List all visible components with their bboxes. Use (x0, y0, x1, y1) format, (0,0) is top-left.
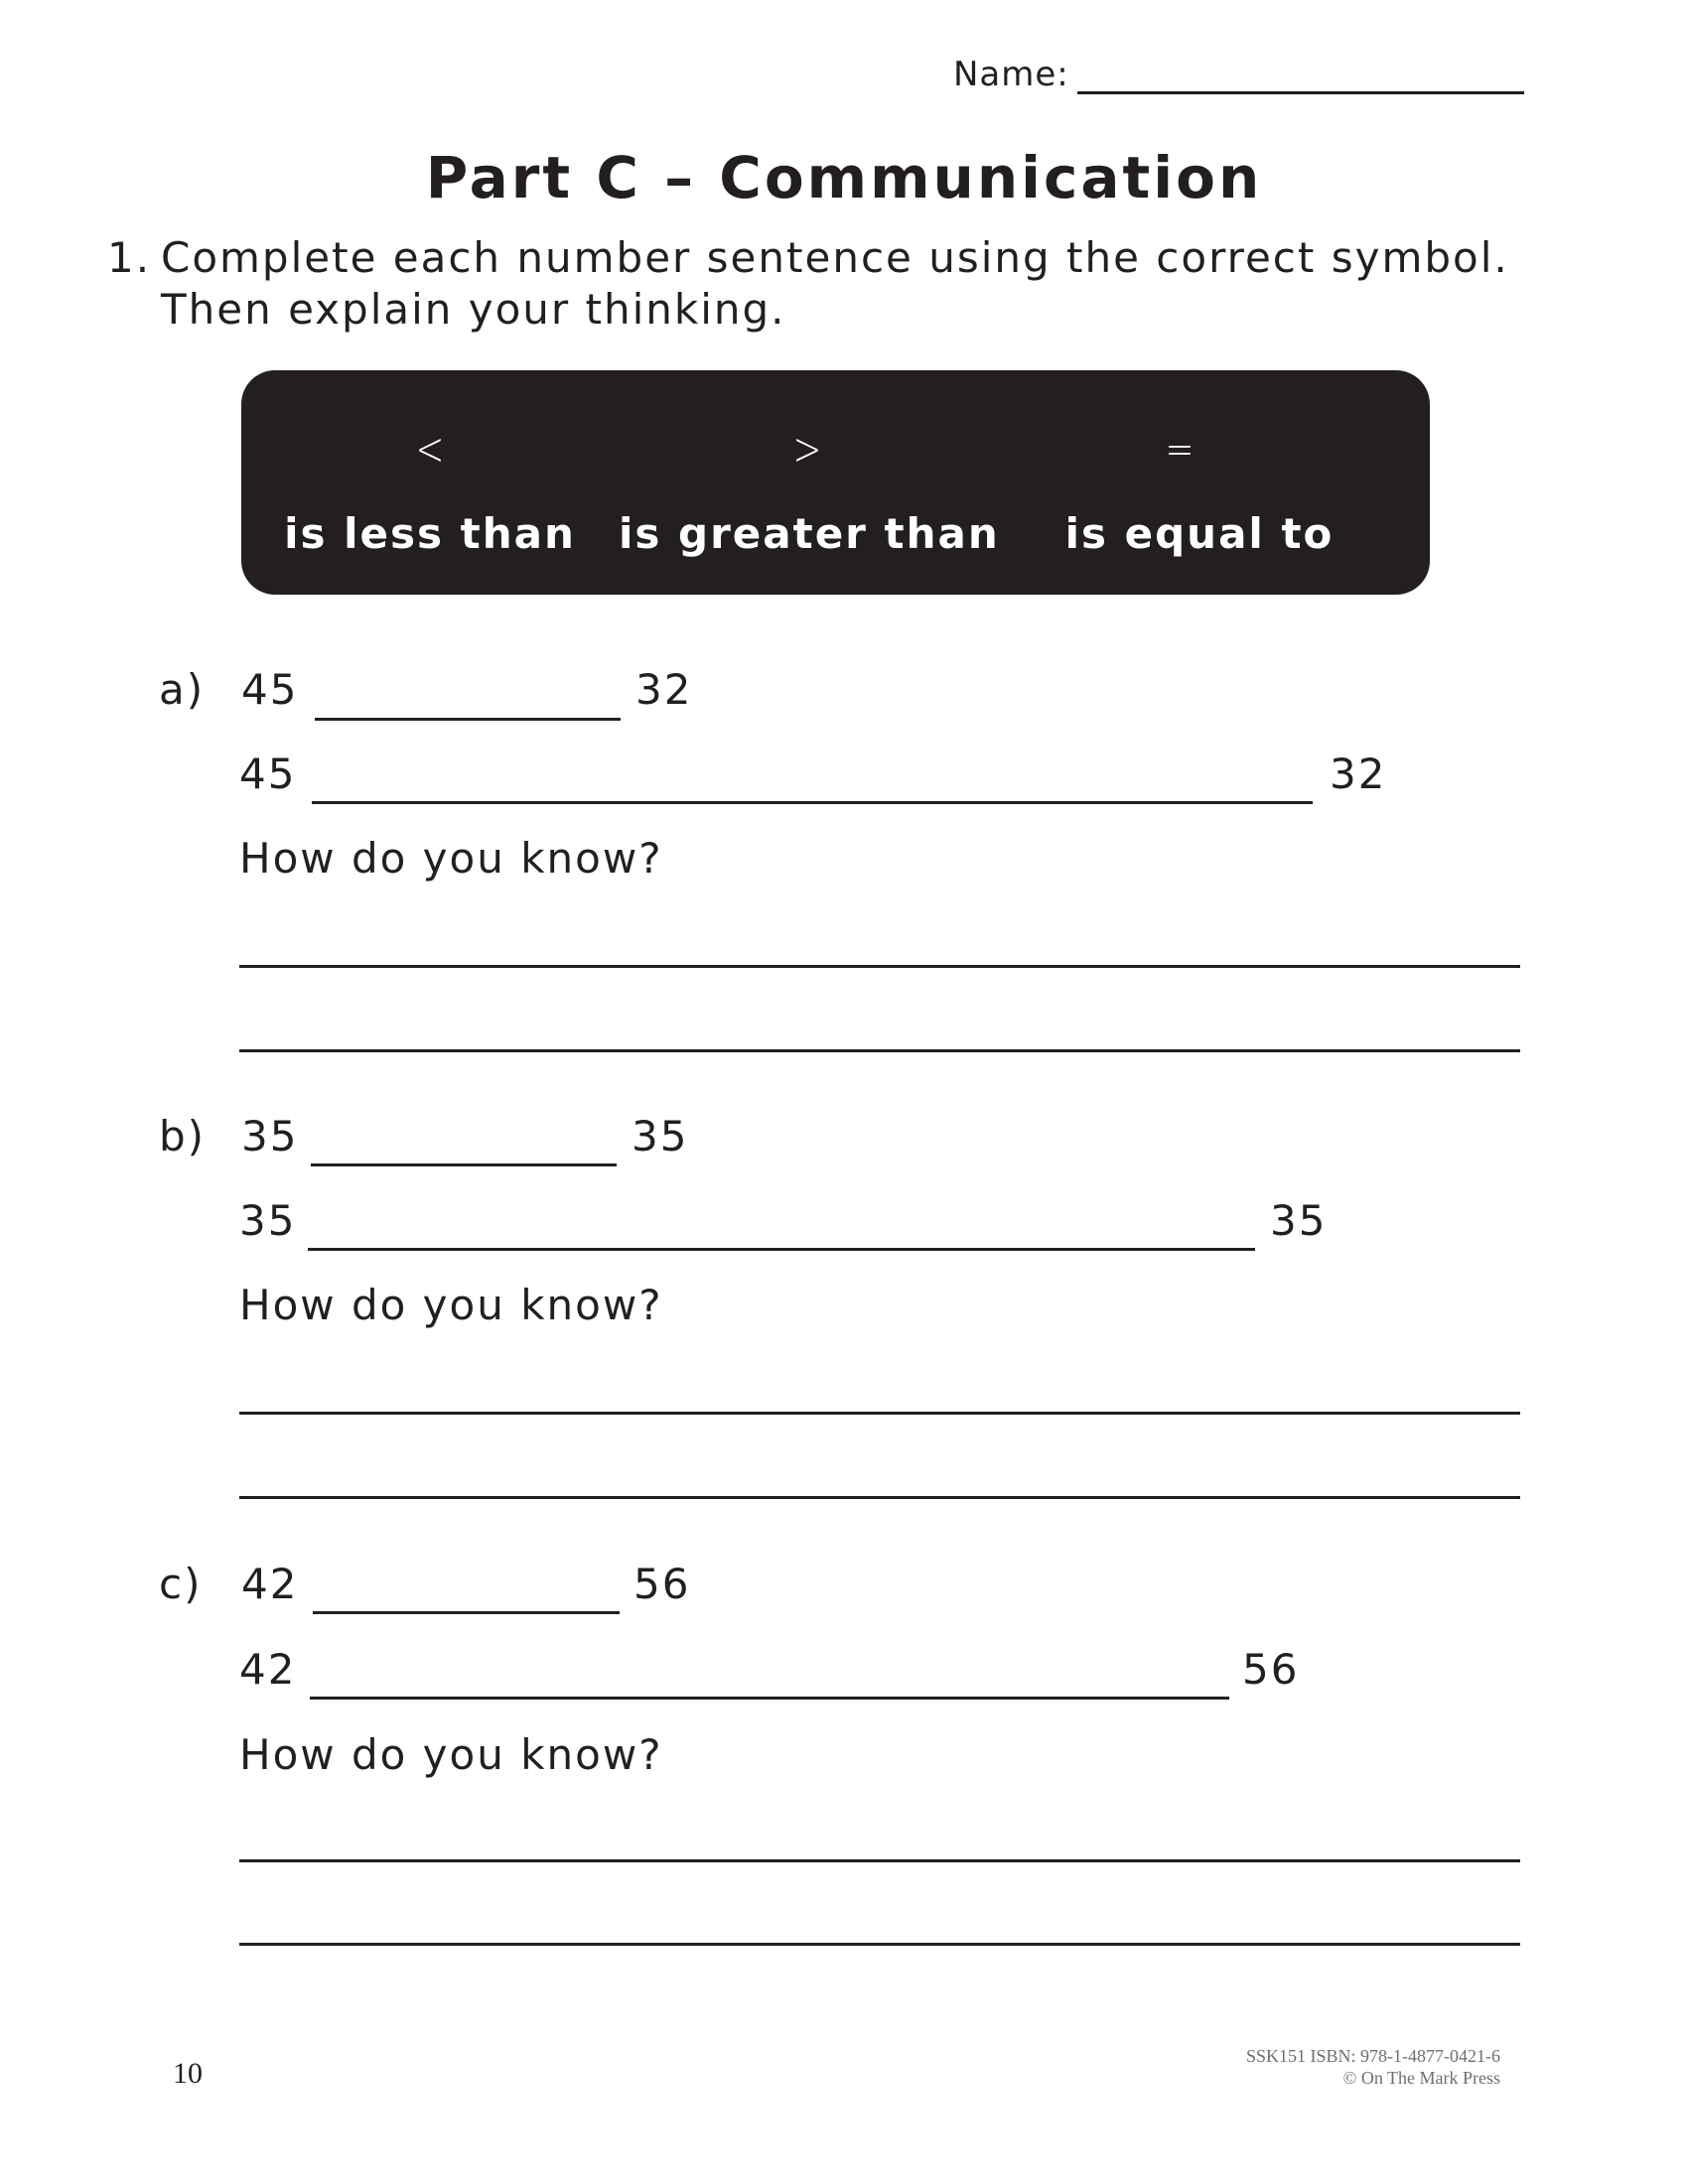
copyright-text: © On The Mark Press (1342, 2068, 1500, 2088)
instruction-line-2: Then explain your thinking. (161, 285, 786, 334)
name-label: Name: (953, 55, 1069, 94)
greater-than-icon: > (792, 422, 822, 476)
right-number-words: 56 (1242, 1645, 1300, 1694)
less-than-icon: < (415, 422, 445, 476)
page-number: 10 (173, 2057, 203, 2090)
question-letter: a) (159, 665, 206, 714)
right-number-words: 32 (1330, 750, 1387, 798)
words-answer-line[interactable] (308, 1248, 1255, 1251)
right-number: 35 (632, 1112, 689, 1160)
left-number: 42 (241, 1560, 299, 1608)
question-letter: b) (159, 1112, 207, 1160)
right-number-words: 35 (1270, 1196, 1328, 1245)
legend-item-greater-than (619, 370, 1000, 595)
how-do-you-know-prompt: How do you know? (239, 1730, 663, 1779)
legend-label-less-than: is less than (284, 509, 576, 558)
how-do-you-know-prompt: How do you know? (239, 834, 663, 883)
symbol-answer-line[interactable] (315, 718, 621, 721)
instruction-number: 1. (107, 233, 152, 282)
legend-item-less-than (281, 370, 579, 595)
symbol-answer-line[interactable] (313, 1611, 620, 1614)
instruction-line-1: Complete each number sentence using the correct symbol. (161, 233, 1509, 282)
legend-label-equal-to: is equal to (1064, 509, 1335, 558)
legend-label-greater-than: is greater than (619, 509, 1000, 558)
isbn-text: SSK151 ISBN: 978-1-4877-0421-6 (1245, 2046, 1500, 2066)
page-title: Part C – Communication (425, 144, 1263, 211)
equals-icon: = (1165, 422, 1195, 476)
explanation-line-2[interactable] (239, 1496, 1520, 1499)
symbol-answer-line[interactable] (311, 1163, 617, 1166)
how-do-you-know-prompt: How do you know? (239, 1281, 663, 1329)
legend-item-equal-to (1036, 370, 1363, 595)
explanation-line-2[interactable] (239, 1943, 1520, 1946)
words-answer-line[interactable] (310, 1697, 1229, 1700)
explanation-line-2[interactable] (239, 1049, 1520, 1052)
left-number: 45 (241, 665, 299, 714)
explanation-line-1[interactable] (239, 1412, 1520, 1415)
words-answer-line[interactable] (312, 801, 1313, 804)
left-number-words: 45 (239, 750, 297, 798)
left-number: 35 (241, 1112, 299, 1160)
footer-publisher-info (1246, 2045, 1500, 2089)
explanation-line-1[interactable] (239, 965, 1520, 968)
right-number: 56 (633, 1560, 691, 1608)
name-input-line[interactable] (1077, 91, 1524, 94)
question-letter: c) (159, 1560, 203, 1608)
symbol-legend-box (241, 370, 1430, 595)
left-number-words: 35 (239, 1196, 297, 1245)
left-number-words: 42 (239, 1645, 297, 1694)
explanation-line-1[interactable] (239, 1859, 1520, 1862)
right-number: 32 (635, 665, 693, 714)
